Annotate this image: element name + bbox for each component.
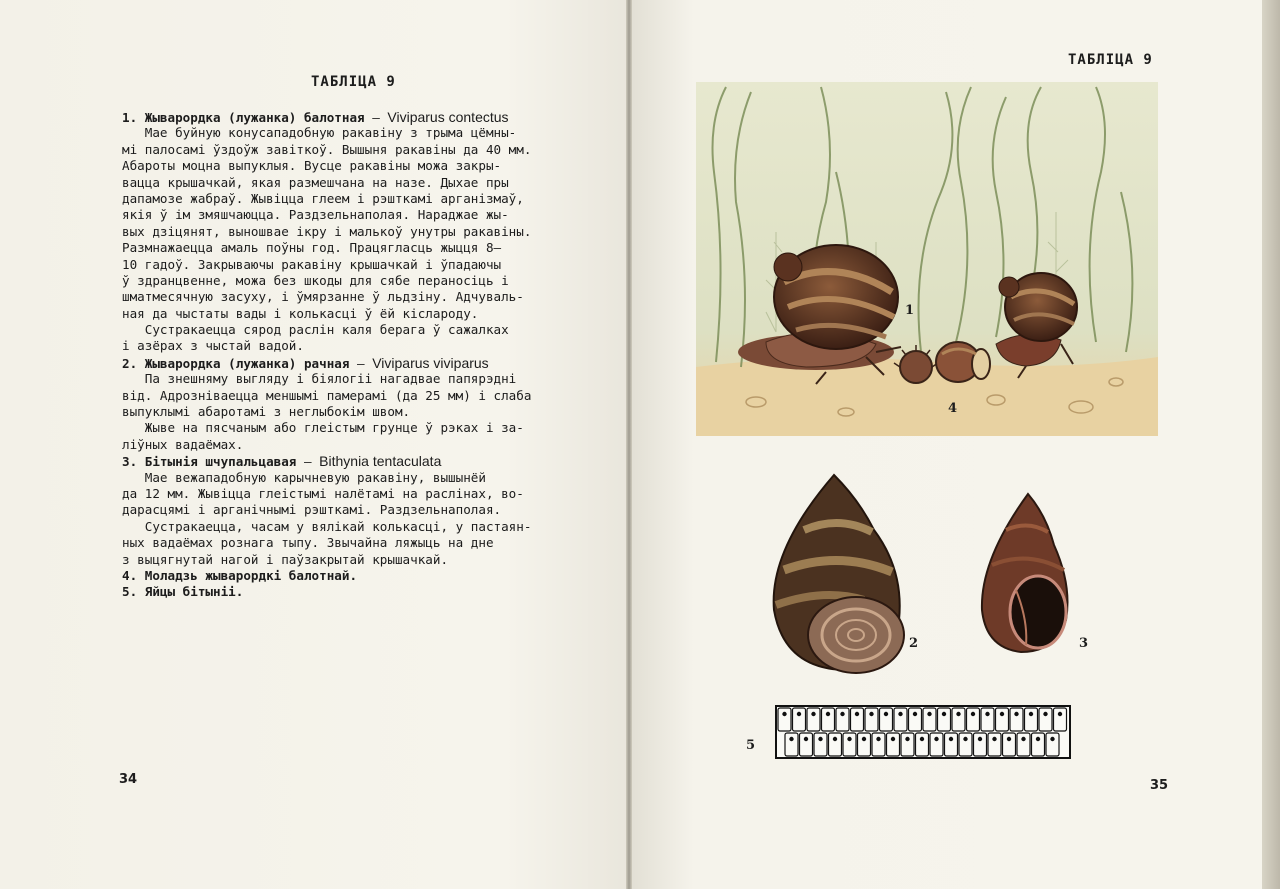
text-span: і азёрах з чыстай вадой.: [122, 338, 304, 354]
text-span: Мае вежападобную карычневую ракавіну, вышынёй: [122, 469, 486, 485]
text-span: дарасцямі і арганічнымі рэшткамі. Раздзельнаполая.: [122, 502, 502, 518]
left-page-number: 34: [119, 772, 138, 787]
text-span: 3.: [122, 454, 145, 470]
bithynia-eggs: [768, 704, 1078, 760]
figure-label-1: 1: [905, 303, 915, 318]
species-heading: Моладзь жыварордкі балотнай.: [144, 567, 358, 583]
text-span: якія ў ім змяшчаюцца. Раздзельнаполая. Нараджае жы-: [122, 207, 509, 223]
text-line: [122, 109, 590, 125]
text-span: выпуклымі абаротамі з неглыбокім швом.: [122, 404, 411, 420]
latin-name: Bithynia tentaculata: [319, 453, 442, 470]
page-edge: [1262, 0, 1280, 889]
text-span: ных вадаёмах рознага тыпу. Звычайна ляжыць на дне: [122, 535, 494, 551]
text-span: 4.: [122, 567, 145, 583]
text-line: [122, 371, 590, 387]
text-line: [122, 338, 590, 354]
text-line: [122, 535, 590, 551]
text-line: [122, 502, 590, 518]
text-span: Мае буйную конусападобную ракавіну з трыма цёмны-: [122, 125, 517, 141]
text-line: [122, 175, 590, 191]
text-line: [122, 224, 590, 240]
text-line: [122, 322, 590, 338]
text-line: [122, 568, 590, 584]
text-line: [122, 355, 590, 371]
book-gutter: [626, 0, 632, 889]
text-span: Па знешняму выгляду і біялогіі нагадвае папярэдні: [122, 371, 517, 387]
text-line: [122, 207, 590, 223]
right-page-number: 35: [1150, 778, 1169, 793]
figure-label-4: 4: [948, 401, 958, 416]
text-span: 1.: [122, 110, 145, 125]
text-span: шматмесячную засуху, і ўмярзанне ў льдзіну. Адчуваль-: [122, 289, 524, 305]
text-span: вых дзіцянят, выношвае ікру і малькоў унутры ракавіны.: [122, 223, 532, 239]
text-line: [122, 142, 590, 158]
text-line: [122, 519, 590, 535]
text-span: да 12 мм. Жывіцца глеістымі налётамі на раслінах, во-: [122, 485, 524, 501]
figure-label-3: 3: [1079, 636, 1089, 651]
text-line: [122, 420, 590, 436]
text-span: ліўных вадаёмах.: [122, 436, 244, 452]
text-span: вацца крышачкай, якая размешчана на назе. Дыхае пры: [122, 174, 509, 190]
text-line: [122, 584, 590, 600]
text-line: [122, 273, 590, 289]
species-heading: Жыварордка (лужанка) балотная: [144, 110, 365, 125]
species-heading: Жыварордка (лужанка) рачная: [144, 355, 350, 371]
text-span: Размнажаецца амаль поўны год. Працягласць жыцця 8—: [122, 240, 502, 256]
text-line: [122, 388, 590, 404]
text-line: [122, 486, 590, 502]
text-span: —: [296, 454, 320, 470]
text-span: з выцягнутай нагой і паўзакрытай крышачкай.: [122, 551, 449, 567]
left-table-title: ТАБЛІЦА 9: [311, 74, 396, 90]
text-span: ная да чыстаты вады і колькасці ў ёй кіслароду.: [122, 305, 479, 321]
text-span: 10 гадоў. Закрываючы ракавіну крышачкай і ўпадаючы: [122, 256, 502, 272]
text-span: мі палосамі ўздоўж завіткоў. Вышыня ракавіны да 40 мм.: [122, 141, 532, 157]
text-span: від. Адрозніваецца меншымі памерамі (да 25 мм) і слаба: [122, 387, 532, 403]
text-line: [122, 240, 590, 256]
text-line: [122, 453, 590, 469]
species-text: [122, 109, 590, 601]
figure-label-2: 2: [909, 636, 919, 651]
text-span: Сустракаецца сярод раслін каля берага ў сажалках: [122, 322, 509, 338]
shell-bithynia-tentaculata: [976, 490, 1074, 655]
text-line: [122, 552, 590, 568]
text-line: [122, 470, 590, 486]
species-heading: Яйцы бітыніі.: [144, 584, 244, 600]
right-table-title: ТАБЛІЦА 9: [1068, 52, 1153, 68]
text-line: [122, 437, 590, 453]
text-span: ў здранцвенне, можа без шкоды для сябе пераносіць і: [122, 272, 509, 288]
text-span: Сустракаецца, часам у вялікай колькасці, у пастаян-: [122, 518, 532, 534]
shell-viviparus-viviparus: [764, 470, 910, 675]
text-span: Абароты моцна выпуклыя. Вусце ракавіны можа закры-: [122, 158, 502, 174]
text-span: —: [364, 110, 388, 125]
text-line: [122, 257, 590, 273]
aquarium-illustration: [696, 82, 1158, 436]
text-line: [122, 289, 590, 305]
text-line: [122, 191, 590, 207]
text-line: [122, 306, 590, 322]
text-span: дапамозе жабраў. Жывіцца глеем і рэшткамі арганізмаў,: [122, 190, 524, 206]
text-line: [122, 125, 590, 141]
latin-name: Viviparus contectus: [387, 109, 509, 125]
text-span: Жыве на пясчаным або глеістым грунце ў рэках і за-: [122, 420, 524, 436]
text-span: —: [349, 355, 373, 371]
figure-label-5: 5: [746, 738, 756, 753]
text-span: 2.: [122, 355, 145, 371]
text-line: [122, 158, 590, 174]
text-line: [122, 404, 590, 420]
latin-name: Viviparus viviparus: [372, 354, 489, 371]
species-heading: Бітынія шчупальцавая: [144, 454, 297, 470]
text-span: 5.: [122, 584, 145, 600]
